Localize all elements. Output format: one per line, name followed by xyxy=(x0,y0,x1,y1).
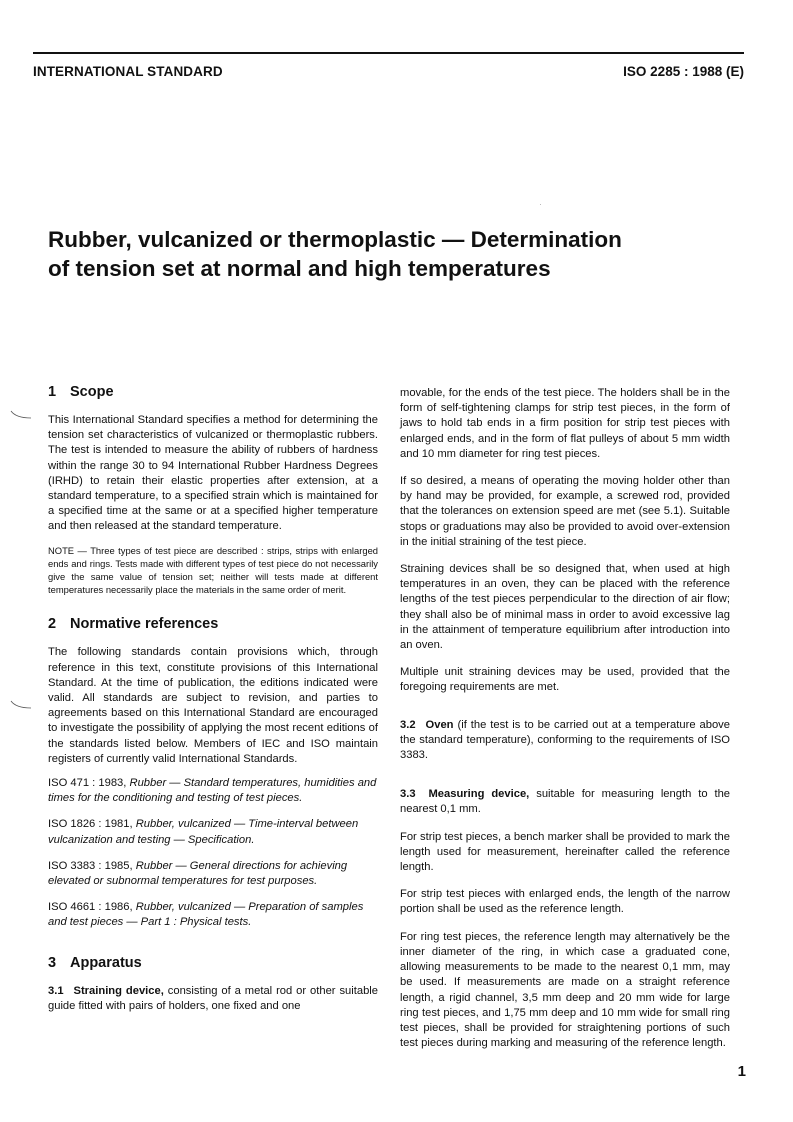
subsection-title: Straining device, xyxy=(73,984,164,997)
reference-title: Rubber, vulcanized — Time-interval between vulcanization and testing — Specification. xyxy=(48,818,359,846)
standard-number: ISO 2285 : 1988 (E) xyxy=(623,64,744,79)
straining-device-continued: movable, for the ends of the test piece. The holders shall be in the form of self-tightening clamps for strip test pieces, in the form of jaws to hold tab ends in a firm position for strip test pieces with enlarged ends, and in the form of flat pulleys of about 5 mm width and 10 mm diameter for ring test pieces. xyxy=(400,387,730,460)
reference-item xyxy=(48,859,378,889)
subsection-text: suitable for measuring length to the nearest 0,1 mm. xyxy=(400,788,731,816)
section-title: Apparatus xyxy=(70,954,142,971)
reference-item xyxy=(48,817,378,847)
ring-reference-paragraph: For ring test pieces, the reference length may alternatively be the inner diameter of the ring, in which case a graduated cone, allowing measurements to be made to the nearest 0,1 mm, may be used. If measurements are made on a straight reference length, a rigid channel, 3,5 mm deep and 20 mm wide for large ring test pieces, and 1,75 mm deep and 10 mm wide for small ring test pieces, shall be provided for straightening portions of such test pieces during marking and measuring of the reference length. xyxy=(400,930,730,1050)
subsection-title: Oven xyxy=(425,718,454,731)
reference-code: ISO 1826 : 1981, xyxy=(48,818,133,831)
enlarged-ends-paragraph: For strip test pieces with enlarged ends, the length of the narrow portion shall be used as the reference length. xyxy=(400,888,730,916)
document-title xyxy=(48,225,738,283)
reference-title: Rubber — General directions for achieving elevated or subnormal temperatures for test purposes. xyxy=(48,859,348,888)
left-column xyxy=(48,384,378,1023)
subsection-3-2 xyxy=(400,718,730,764)
subsection-3-3 xyxy=(400,787,730,817)
reference-title: Rubber, vulcanized — Preparation of samples and test pieces — Part 1 : Physical tests. xyxy=(48,901,364,929)
right-column xyxy=(400,386,730,1060)
scope-note: NOTE — Three types of test piece are described : strips, strips with enlarged ends and rings. Tests made with different types of test piece do not necessarily give the same value of tension set; neither will tests made at different temperatures necessarily place the materials in the same order of merit. xyxy=(48,544,378,596)
subsection-title: Measuring device, xyxy=(428,788,530,801)
subsection-3-1 xyxy=(48,984,378,1014)
subsection-text: (if the test is to be carried out at a temperature above the standard temperature), conforming to the requirements of ISO 3383. xyxy=(400,718,730,762)
straining-design-paragraph: Straining devices shall be so designed that, when used at high temperatures in an oven, they can be placed with the reference lengths of the test pieces perpendicular to the direction of air flow; they shall also be of minimal mass in order to avoid excessive lag in the attainment of temperature equilibrium after introduction into an oven. xyxy=(400,563,730,652)
normative-paragraph: The following standards contain provisions which, through reference in this text, constitute provisions of this International Standard. At the time of publication, the editions indicated were valid. All standards are subject to revision, and parties to agreements based on this International Standard are encouraged to investigate the possibility of applying the most recent editions of the standards listed below. Members of IEC and ISO maintain registers of currently valid International Standards. xyxy=(48,646,378,765)
reference-item xyxy=(48,776,378,806)
subsection-number: 3.3 xyxy=(400,788,416,801)
strip-reference-paragraph: For strip test pieces, a bench marker shall be provided to mark the length used for measurement, hereinafter called the reference length. xyxy=(400,830,730,874)
title-line-1: Rubber, vulcanized or thermoplastic — Determination xyxy=(48,227,622,252)
reference-item xyxy=(48,900,378,930)
reference-code: ISO 3383 : 1985, xyxy=(48,859,133,872)
section-number: 3 xyxy=(48,954,57,971)
title-line-2: of tension set at normal and high temperatures xyxy=(48,256,551,281)
section-number: 1 xyxy=(48,384,57,400)
reference-code: ISO 471 : 1983, xyxy=(48,777,127,790)
subsection-number: 3.2 xyxy=(400,718,416,731)
scan-speck xyxy=(540,204,541,205)
section-heading-apparatus xyxy=(48,955,378,971)
margin-mark-icon xyxy=(10,410,32,420)
section-title: Scope xyxy=(70,384,114,400)
standard-type-label: INTERNATIONAL STANDARD xyxy=(33,64,223,79)
subsection-number: 3.1 xyxy=(48,984,64,997)
section-number: 2 xyxy=(48,616,57,633)
subsection-text: consisting of a metal rod or other suitable guide fitted with pairs of holders, one fixed and one xyxy=(48,984,379,1012)
section-title: Normative references xyxy=(70,616,219,633)
reference-code: ISO 4661 : 1986, xyxy=(48,901,133,914)
section-heading-scope xyxy=(48,384,378,400)
scope-paragraph: This International Standard specifies a method for determining the tension set characteristics of vulcanized or thermoplastic rubbers. The test is intended to measure the ability of rubbers of hardness within the range 30 to 94 International Rubber Hardness Degrees (IRHD) to retain their elastic properties after extension, at a standard temperature, to a specified strain which is maintained for a specified time at the same or at a specified higher temperature and then released at the standard temperature. xyxy=(48,414,378,533)
margin-mark-icon xyxy=(10,700,32,710)
section-heading-normative-references xyxy=(48,616,378,632)
multiple-unit-paragraph: Multiple unit straining devices may be used, provided that the foregoing requirements are met. xyxy=(400,666,730,694)
page-number: 1 xyxy=(737,1063,746,1080)
reference-title: Rubber — Standard temperatures, humidities and times for the conditioning and testing of test pieces. xyxy=(48,777,377,805)
header-rule xyxy=(33,52,744,54)
moving-holder-paragraph: If so desired, a means of operating the moving holder other than by hand may be provided, for example, a screwed rod, provided that the tolerances on extension speed are met (see 5.1). Suitable stops or graduations may also be provided to avoid over-extension in the initial straining of the test piece. xyxy=(400,475,730,548)
